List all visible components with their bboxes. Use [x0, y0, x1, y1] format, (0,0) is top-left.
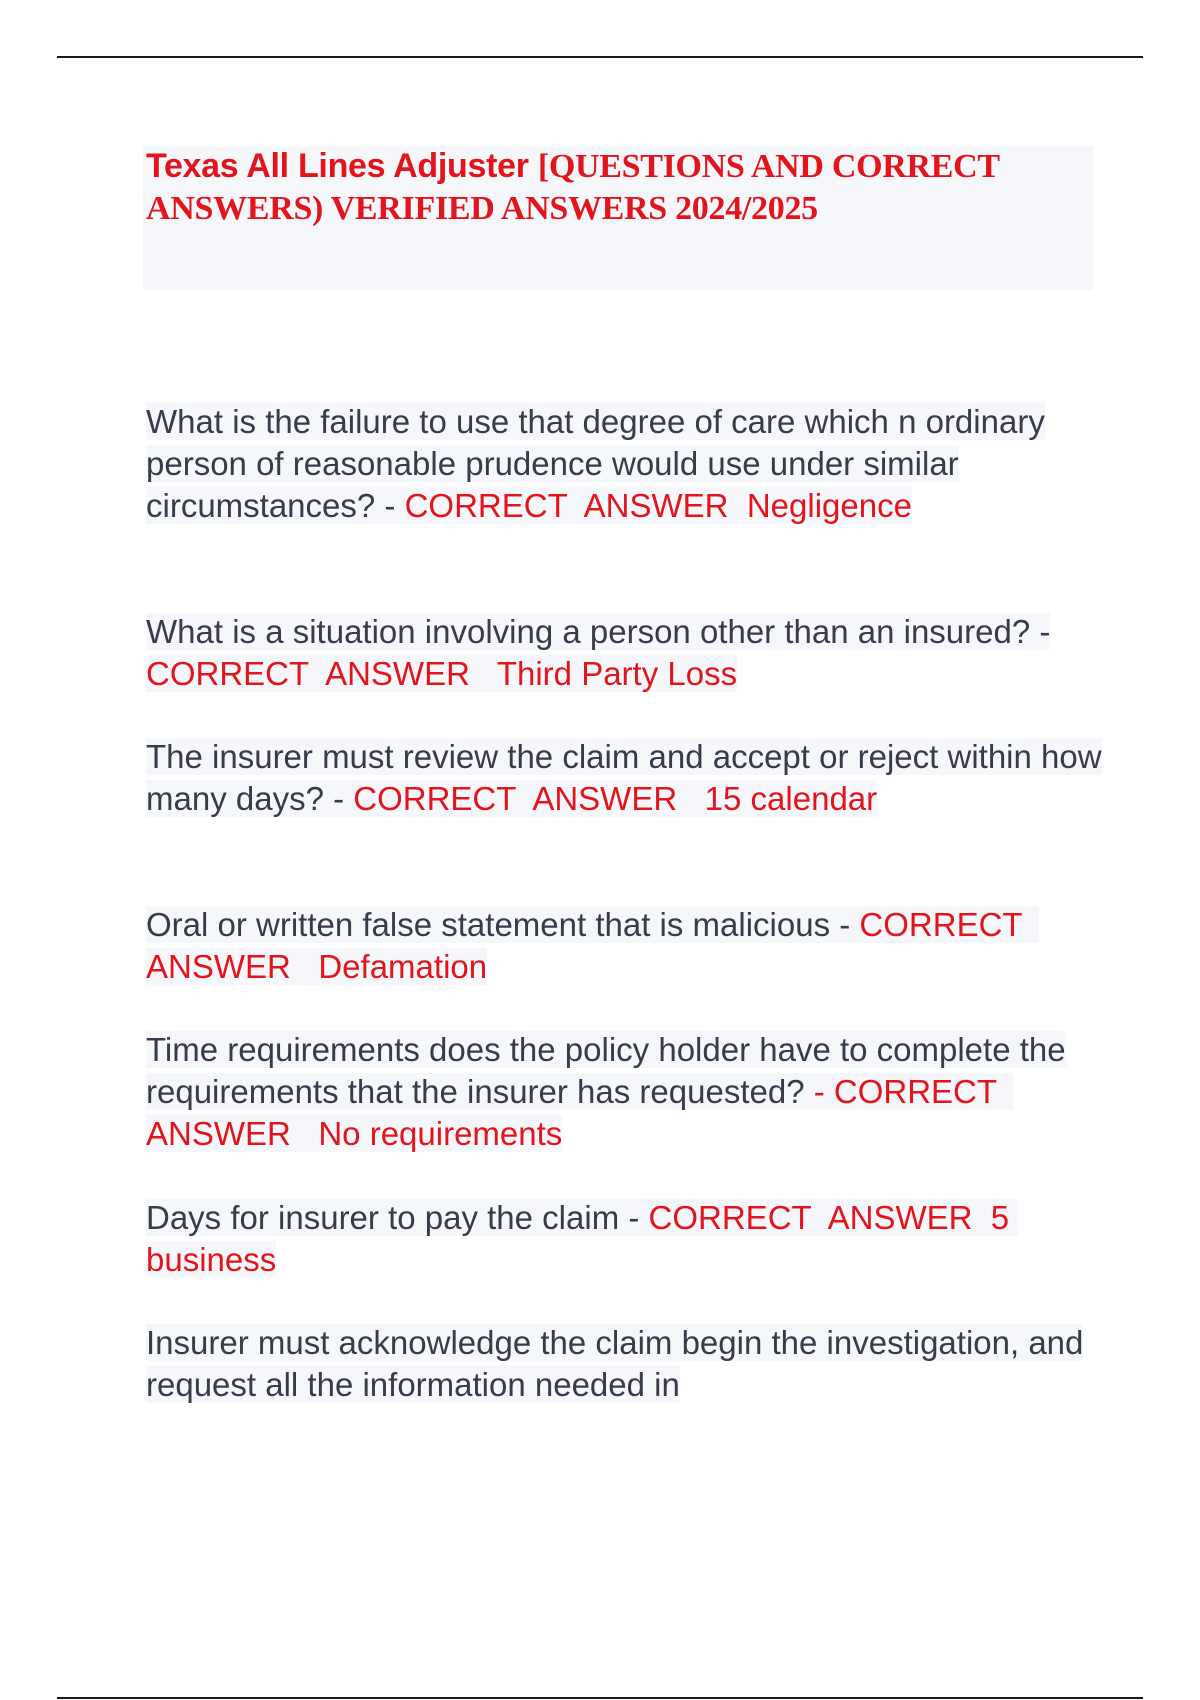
question-text: What is the failure to use that degree of care which n ordinary person of reasonable prudence would use under similar circumstances? -	[146, 403, 1045, 524]
qa-item-4	[146, 904, 1106, 988]
answer-text: CORRECT ANSWER Negligence	[404, 487, 912, 524]
question-text: Days for insurer to pay the claim -	[146, 1199, 649, 1236]
question-text: The insurer must review the claim and accept or reject within how many days? -	[146, 738, 1102, 817]
qa-item-2	[146, 611, 1106, 695]
bottom-rule	[57, 1697, 1143, 1699]
qa-item-1	[146, 401, 1106, 527]
top-rule	[57, 56, 1143, 58]
qa-item-6	[146, 1197, 1106, 1281]
answer-text: - CORRECT ANSWER No requirements	[146, 1073, 1013, 1152]
qa-item-5	[146, 1029, 1106, 1155]
document-title-part2: [QUESTIONS AND CORRECT ANSWERS) VERIFIED ANSWERS 2024/2025	[146, 148, 1000, 227]
answer-text: CORRECT ANSWER Defamation	[146, 906, 1039, 985]
answer-text: CORRECT ANSWER Third Party Loss	[146, 655, 738, 692]
question-text: What is a situation involving a person other than an insured? -	[146, 613, 1051, 650]
document-title-part1: Texas All Lines Adjuster	[146, 147, 538, 185]
question-text: Insurer must acknowledge the claim begin the investigation, and request all the information needed in	[146, 1324, 1084, 1403]
qa-item-7	[146, 1322, 1106, 1406]
answer-text: CORRECT ANSWER 5 business	[146, 1199, 1019, 1278]
document-title	[146, 145, 1106, 230]
qa-item-3	[146, 736, 1106, 820]
question-text: Oral or written false statement that is malicious -	[146, 906, 860, 943]
question-text: Time requirements does the policy holder have to complete the requirements that the insurer has requested?	[146, 1031, 1066, 1110]
answer-text: CORRECT ANSWER 15 calendar	[353, 780, 878, 817]
